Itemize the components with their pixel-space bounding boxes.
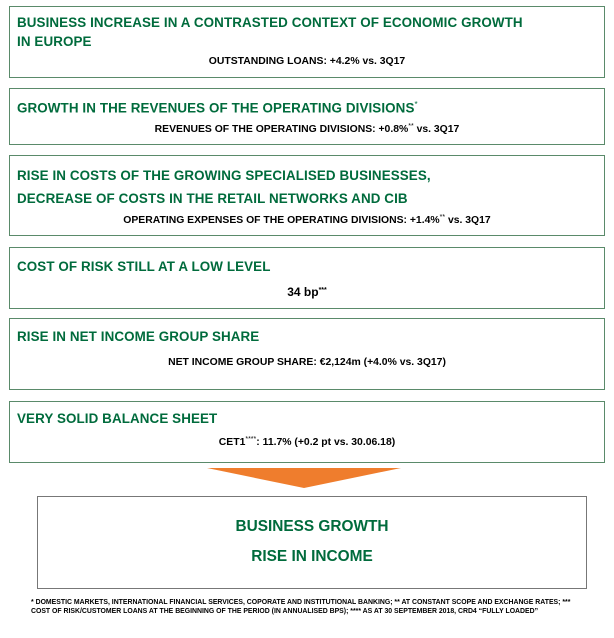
- detail-text: 34 bp: [287, 285, 319, 299]
- conclusion-box: [37, 496, 587, 589]
- section-heading: [17, 327, 259, 346]
- section-heading-line: DECREASE OF COSTS IN THE RETAIL NETWORKS AND CIB: [17, 191, 408, 206]
- section-detail: NET INCOME GROUP SHARE: €2,124m (+4.0% vs. 3Q17): [168, 357, 446, 368]
- section-heading: [17, 13, 523, 51]
- section-net-income: [9, 318, 605, 390]
- section-detail: [10, 214, 604, 226]
- section-heading: [17, 164, 431, 210]
- detail-text: CET1: [218, 437, 246, 448]
- section-balance-sheet: [9, 401, 605, 463]
- section-heading: [17, 257, 271, 276]
- detail-text: REVENUES OF THE OPERATING DIVISIONS: +0.8%: [154, 124, 409, 135]
- detail-text: OPERATING EXPENSES OF THE OPERATING DIVISIONS: +1.4%: [123, 215, 440, 226]
- section-heading-line: RISE IN COSTS OF THE GROWING SPECIALISED BUSINESSES,: [17, 168, 431, 183]
- section-heading: [17, 409, 217, 428]
- section-detail: [10, 285, 604, 299]
- detail-text: vs. 3Q17: [445, 215, 491, 226]
- section-heading-line: VERY SOLID BALANCE SHEET: [17, 411, 218, 426]
- footnote-marker: **: [439, 214, 446, 221]
- section-detail: [10, 123, 604, 135]
- section-heading-line: GROWTH IN THE REVENUES OF THE OPERATING DIVISIONS: [17, 100, 415, 116]
- down-arrow-icon: [207, 468, 401, 488]
- section-heading-line: IN EUROPE: [17, 34, 92, 49]
- section-revenues-growth: [9, 88, 605, 145]
- section-costs: [9, 155, 605, 236]
- section-detail: OUTSTANDING LOANS: +4.2% vs. 3Q17: [208, 56, 406, 67]
- section-detail: [10, 436, 604, 448]
- footnote-marker: *: [414, 100, 418, 109]
- section-heading-line: BUSINESS INCREASE IN A CONTRASTED CONTEXT OF ECONOMIC GROWTH: [17, 15, 523, 30]
- detail-text: vs. 3Q17: [413, 124, 460, 135]
- footnote-marker: ****: [245, 436, 257, 443]
- footnote: * DOMESTIC MARKETS, INTERNATIONAL FINANCIAL SERVICES, COPORATE AND INSTITUTIONAL BANKING; ** AT CONSTANT SCOPE AND EXCHANGE RATES; *** COST OF RISK/CUSTOMER LOANS AT THE BEGINNING OF THE PERIOD (IN ANNUALISED BPS); **** AS AT 30 SEPTEMBER 2018, CRD4 “FULLY LOADED”: [31, 599, 571, 615]
- detail-text: : 11.7% (+0.2 pt vs. 30.06.18): [256, 437, 396, 448]
- section-cost-of-risk: [9, 247, 605, 309]
- footnote-marker: ***: [318, 287, 327, 294]
- section-heading: [17, 95, 418, 117]
- footnote-marker: **: [408, 123, 414, 130]
- conclusion-line: BUSINESS GROWTH: [235, 518, 389, 535]
- section-heading-line: COST OF RISK STILL AT A LOW LEVEL: [17, 259, 271, 274]
- conclusion-line: RISE IN INCOME: [251, 548, 373, 565]
- section-heading-line: RISE IN NET INCOME GROUP SHARE: [17, 329, 260, 344]
- section-business-increase: [9, 6, 605, 78]
